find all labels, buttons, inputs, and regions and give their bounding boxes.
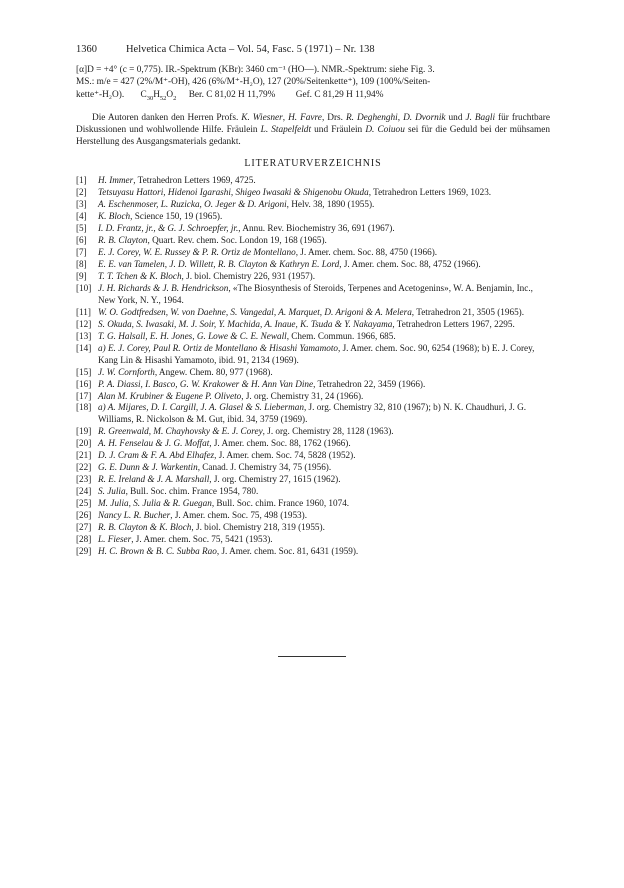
reference-number: [26] (76, 510, 92, 521)
reference-authors: Tetsuyasu Hattori, Hidenoi Igarashi, Shigeo Iwasaki & Shigenobu Okuda (98, 187, 369, 198)
reference-source: , Bull. Soc. chim. France 1960, 1074. (211, 498, 350, 509)
reference-item (76, 211, 550, 223)
reference-authors: J. H. Richards & J. B. Hendrickson (98, 282, 229, 293)
reference-authors: E. E. van Tamelen, J. D. Willett, R. B. Clayton & Kathryn E. Lord (98, 259, 340, 270)
reference-number: [18] (76, 402, 92, 413)
reference-authors: T. G. Halsall, E. H. Jones, G. Lowe & C. E. Newall (98, 330, 287, 341)
reference-number: [4] (76, 211, 87, 222)
reference-number: [11] (76, 306, 91, 317)
reference-item (76, 379, 550, 391)
reference-authors: R. Greenwald, M. Chayhovsky & E. J. Corey (98, 426, 263, 437)
reference-number: [20] (76, 438, 92, 449)
reference-source: , Annu. Rev. Biochemistry 36, 691 (1967). (238, 223, 395, 234)
reference-source: , J. org. Chemistry 32, 810 (1967); b) N. K. Chaudhuri, J. G. Williams, R. Nickolson & M. Gut, ibid. 34, 3759 (1969). (98, 402, 527, 425)
reference-number: [10] (76, 282, 92, 293)
reference-number: [23] (76, 474, 92, 485)
ack-name: D. Dvornik (403, 113, 446, 124)
reference-item (76, 271, 550, 283)
reference-authors: R. B. Clayton & K. Bloch (98, 522, 192, 532)
reference-number: [29] (76, 545, 92, 556)
reference-source: , J. Amer. chem. Soc. 88, 4752 (1966). (339, 259, 481, 270)
reference-item (76, 462, 550, 474)
reference-source: , Angew. Chem. 80, 977 (1968). (154, 366, 273, 377)
ack-name: J. Bagli (465, 113, 496, 124)
reference-number: [15] (76, 366, 92, 377)
data-line-1: [α]D = +4° (c = 0,775). IR.-Spektrum (KBr): 3460 cm⁻¹ (HO—). NMR.-Spektrum: siehe Fig. 3. (76, 65, 435, 75)
references-heading: LITERATURVERZEICHNIS (244, 158, 382, 170)
running-header (76, 44, 550, 55)
reference-number: [9] (76, 270, 87, 281)
journal-line: Helvetica Chimica Acta – Vol. 54, Fasc. 5 (1971) – Nr. 138 (126, 44, 375, 55)
reference-source: , J. org. Chemistry 31, 24 (1966). (241, 390, 364, 401)
reference-authors: R. B. Clayton (98, 235, 148, 246)
ack-name: L. Stapelfeldt (260, 125, 312, 136)
reference-source: , J. biol. Chemistry 218, 319 (1955). (191, 522, 325, 532)
reference-item (76, 199, 550, 211)
reference-source: , J. biol. Chemistry 226, 931 (1957). (181, 270, 316, 281)
reference-source: , J. Amer. chem. Soc. 74, 5828 (1952). (214, 450, 356, 461)
reference-authors: a) E. J. Corey, Paul R. Ortiz de Montellano & Hisashi Yamamoto (98, 342, 338, 353)
reference-number: [5] (76, 223, 87, 234)
analysis-found: Gef. C 81,29 H 11,94% (295, 89, 384, 100)
reference-source: , J. Amer. chem. Soc. 88, 1762 (1966). (209, 438, 351, 449)
reference-item (76, 283, 550, 307)
reference-item (76, 486, 550, 498)
reference-item (76, 307, 550, 319)
ack-name: H. Favre (288, 113, 322, 124)
reference-list (76, 175, 550, 558)
reference-source: , J. org. Chemistry 28, 1128 (1963). (262, 426, 394, 437)
reference-source: , J. Amer. chem. Soc. 81, 6431 (1959). (216, 545, 359, 556)
reference-item (76, 510, 550, 522)
reference-item (76, 223, 550, 235)
reference-item (76, 331, 550, 343)
reference-authors: L. Fieser (98, 533, 132, 544)
reference-authors: Nancy L. R. Bucher (98, 510, 171, 521)
reference-item (76, 259, 550, 271)
reference-authors: S. Julia (98, 486, 126, 497)
reference-item (76, 247, 550, 259)
data-line-3 (76, 89, 550, 105)
reference-item (76, 522, 550, 534)
reference-authors: I. D. Frantz, jr., & G. J. Schroepfer, jr. (98, 223, 239, 234)
reference-number: [3] (76, 199, 87, 210)
reference-number: [28] (76, 533, 92, 544)
reference-source: , Chem. Commun. 1966, 685. (286, 330, 396, 341)
reference-item (76, 367, 550, 379)
analysis-calculated: Ber. C 81,02 H 11,79% (188, 89, 276, 100)
reference-number: [27] (76, 522, 92, 532)
reference-number: [17] (76, 390, 92, 401)
reference-source: , J. org. Chemistry 27, 1615 (1962). (209, 474, 341, 485)
page-number: 1360 (76, 44, 97, 55)
reference-authors: P. A. Diassi, I. Basco, G. W. Krakower & H. Ann Van Dine (98, 378, 314, 389)
reference-authors: a) A. Mijares, D. I. Cargill, J. A. Glasel & S. Lieberman (98, 402, 304, 413)
spectral-data-block (76, 64, 550, 105)
reference-authors: R. E. Ireland & J. A. Marshall (98, 474, 210, 485)
reference-authors: K. Bloch (98, 211, 131, 222)
reference-item (76, 402, 550, 426)
reference-number: [8] (76, 259, 87, 270)
reference-source: , Tetrahedron 22, 3459 (1966). (313, 378, 426, 389)
reference-item (76, 343, 550, 367)
reference-number: [21] (76, 450, 92, 461)
ack-name: D. Coiuou (365, 125, 405, 136)
reference-number: [14] (76, 342, 92, 353)
reference-authors: A. H. Fenselau & J. G. Moffat (98, 438, 210, 449)
reference-authors: J. W. Cornforth (98, 366, 155, 377)
reference-authors: E. J. Corey, W. E. Russey & P. R. Ortiz de Montellano (98, 247, 296, 258)
reference-number: [12] (76, 318, 92, 329)
reference-number: [24] (76, 486, 92, 497)
reference-number: [13] (76, 330, 92, 341)
reference-authors: H. Immer (98, 175, 134, 186)
reference-authors: D. J. Cram & F. A. Abd Elhafez (98, 450, 215, 461)
reference-source: , J. Amer. chem. Soc. 75, 498 (1953). (170, 510, 307, 521)
reference-authors: A. Eschenmoser, L. Ruzicka, O. Jeger & D. Arigoni (98, 199, 287, 210)
data-line-3-prefix: kette⁺-H₂O). (76, 89, 125, 100)
acknowledgement-paragraph: Die Autoren danken den Herren Profs. K. Wiesner, H. Favre, Drs. R. Deghenghi, D. Dvornik und J. Bagli für fruchtbare Diskussionen und wohlwollende Hilfe. Fräulein L. Stapelfeldt und Fräulein D. Coiuou sei für die Geduld bei der mühsamen Herstellung des Ausgangsmaterials gedankt. (76, 113, 551, 148)
reference-authors: M. Julia, S. Julia & R. Guegan (98, 498, 212, 509)
reference-source: , «The Biosynthesis of Steroids, Terpenes and Acetogenins», W. A. Benjamin, Inc., New York, N. Y., 1964. (98, 282, 533, 305)
reference-source: , Canad. J. Chemistry 34, 75 (1956). (197, 462, 332, 473)
reference-item (76, 546, 550, 558)
reference-source: , J. Amer. chem. Soc. 90, 6254 (1968); b) E. J. Corey, Kang Lin & Hisashi Yamamoto, ibid. 91, 2134 (1969). (98, 342, 535, 365)
reference-number: [16] (76, 378, 92, 389)
reference-number: [22] (76, 462, 92, 473)
reference-number: [1] (76, 175, 87, 186)
reference-source: , Helv. 38, 1890 (1955). (286, 199, 375, 210)
ack-name: K. Wiesner (241, 113, 283, 124)
reference-number: [2] (76, 187, 87, 198)
reference-source: , Quart. Rev. chem. Soc. London 19, 168 (1965). (147, 235, 327, 246)
reference-item (76, 426, 550, 438)
reference-source: , Tetrahedron 21, 3505 (1965). (411, 306, 525, 317)
reference-number: [25] (76, 498, 92, 509)
reference-source: , Bull. Soc. chim. France 1954, 780. (125, 486, 259, 497)
ack-name: R. Deghenghi (345, 113, 398, 124)
reference-source: , J. Amer. chem. Soc. 75, 5421 (1953). (131, 533, 273, 544)
reference-number: [19] (76, 426, 92, 437)
reference-item (76, 450, 550, 462)
molecular-formula: $C_{30}H_{52}O_2$ (140, 89, 177, 102)
reference-authors: G. E. Dunn & J. Warkentin (98, 462, 198, 473)
reference-item (76, 319, 550, 331)
reference-authors: Alan M. Krubiner & Eugene P. Oliveto (98, 390, 242, 401)
reference-source: , Tetrahedron Letters 1967, 2295. (392, 318, 515, 329)
reference-item (76, 235, 550, 247)
reference-item (76, 474, 550, 486)
reference-number: [6] (76, 235, 87, 246)
reference-source: , J. Amer. chem. Soc. 88, 4750 (1966). (295, 247, 438, 258)
reference-authors: T. T. Tchen & K. Bloch (98, 270, 182, 281)
reference-authors: H. C. Brown & B. C. Subba Rao (98, 545, 217, 556)
reference-source: , Science 150, 19 (1965). (130, 211, 223, 222)
reference-item (76, 187, 550, 199)
paper-page (76, 44, 550, 558)
reference-number: [7] (76, 247, 87, 258)
reference-item (76, 175, 550, 187)
reference-item (76, 534, 550, 546)
data-line-2: MS.: m/e = 427 (2%/M⁺-OH), 426 (6%/M⁺-H₂O), 127 (20%/Seitenkette⁺), 109 (100%/Seiten- (76, 77, 431, 88)
reference-item (76, 438, 550, 450)
reference-authors: W. O. Godtfredsen, W. von Daehne, S. Vangedal, A. Marquet, D. Arigoni & A. Melera (98, 306, 412, 317)
reference-item (76, 391, 550, 403)
reference-authors: S. Okuda, S. Iwasaki, M. J. Soir, Y. Machida, A. Inaue, K. Tsuda & Y. Nakayama (98, 318, 393, 329)
end-separator-rule (278, 656, 346, 657)
reference-source: , Tetrahedron Letters 1969, 1023. (368, 187, 492, 198)
reference-source: , Tetrahedron Letters 1969, 4725. (133, 175, 256, 186)
reference-item (76, 498, 550, 510)
